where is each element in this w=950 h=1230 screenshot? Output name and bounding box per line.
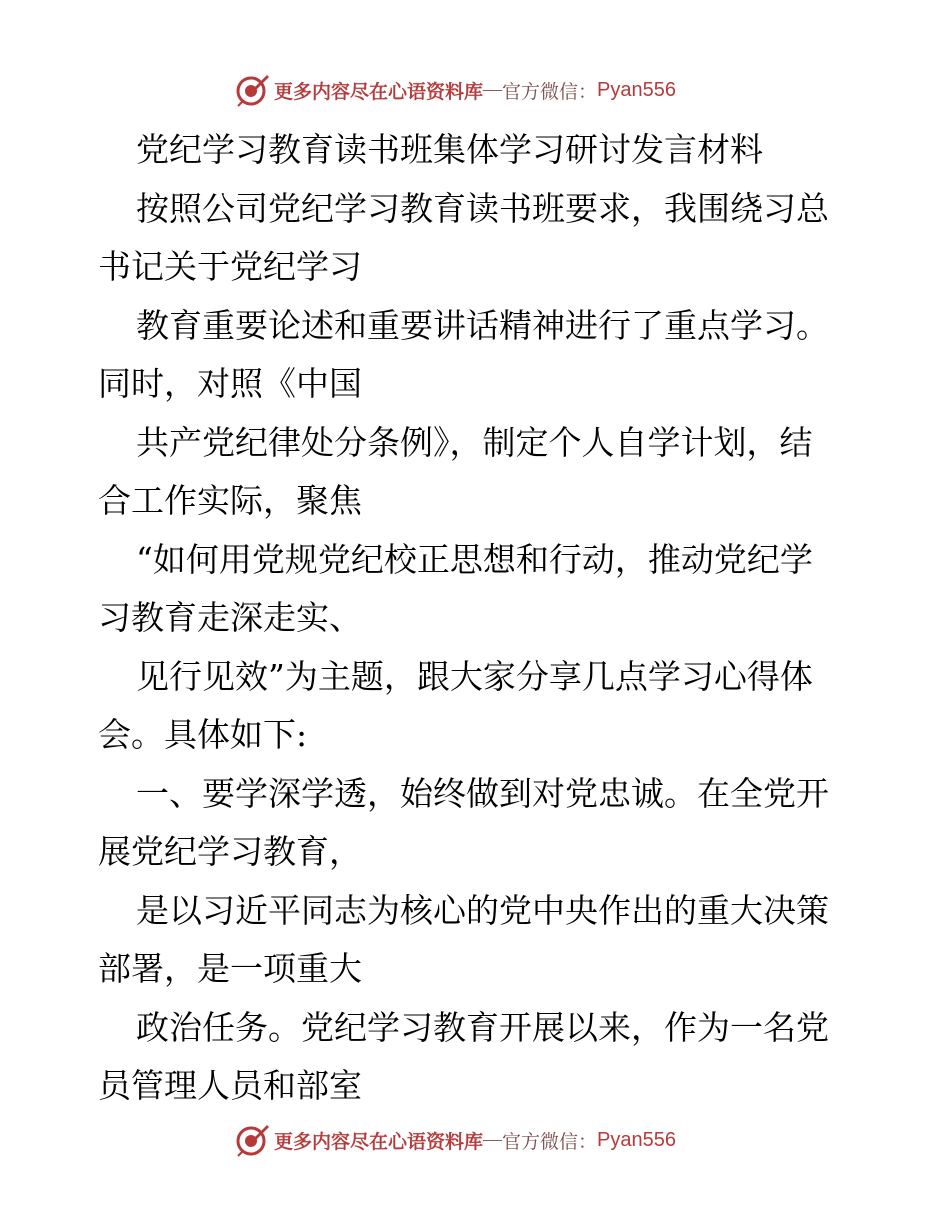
text-line: 书记关于党纪学习: [98, 247, 362, 286]
watermark-dash: —: [483, 79, 503, 100]
text-line: 见行见效”为主题，跟大家分享几点学习心得体: [136, 656, 813, 696]
text-line: 部署，是一项重大: [98, 949, 362, 988]
text-line: 合工作实际，聚焦: [98, 481, 362, 520]
text-line: 会。具体如下:: [98, 715, 308, 754]
pen-logo-icon: [234, 72, 270, 108]
text-line: 共产党纪律处分条例》，制定个人自学计划，结: [136, 422, 813, 462]
text-line: 员管理人员和部室: [98, 1066, 362, 1105]
text-line: 党纪学习教育读书班集体学习研讨发言材料: [136, 130, 763, 169]
text-line: 按照公司党纪学习教育读书班要求，我围绕习总: [136, 188, 829, 228]
text-line: “如何用党规党纪校正思想和行动，推动党纪学: [136, 539, 813, 579]
watermark-sub: 官方微信：: [502, 80, 598, 103]
watermark-text: 更多内容尽在心语资料库: [274, 1130, 484, 1153]
text-line: 政治任务。党纪学习教育开展以来，作为一名党: [136, 1007, 829, 1047]
text-line: 习教育走深走实、: [98, 598, 362, 637]
text-line: 同时，对照《中国: [98, 364, 362, 403]
text-line: 教育重要论述和重要讲话精神进行了重点学习。: [136, 305, 829, 345]
watermark-id: Pyan556: [597, 1128, 676, 1151]
text-line: 展党纪学习教育，: [98, 832, 362, 871]
watermark-sub: 官方微信：: [502, 1130, 598, 1153]
watermark-id: Pyan556: [597, 78, 676, 101]
watermark-text: 更多内容尽在心语资料库: [274, 80, 484, 103]
watermark-header: [234, 70, 676, 110]
document-body: [98, 121, 858, 1116]
watermark-dash: —: [483, 1129, 503, 1150]
watermark-footer: [234, 1120, 676, 1160]
text-line: 一、要学深学透，始终做到对党忠诚。在全党开: [136, 773, 829, 813]
text-line: 是以习近平同志为核心的党中央作出的重大决策: [136, 890, 829, 930]
pen-logo-icon: [234, 1122, 270, 1158]
